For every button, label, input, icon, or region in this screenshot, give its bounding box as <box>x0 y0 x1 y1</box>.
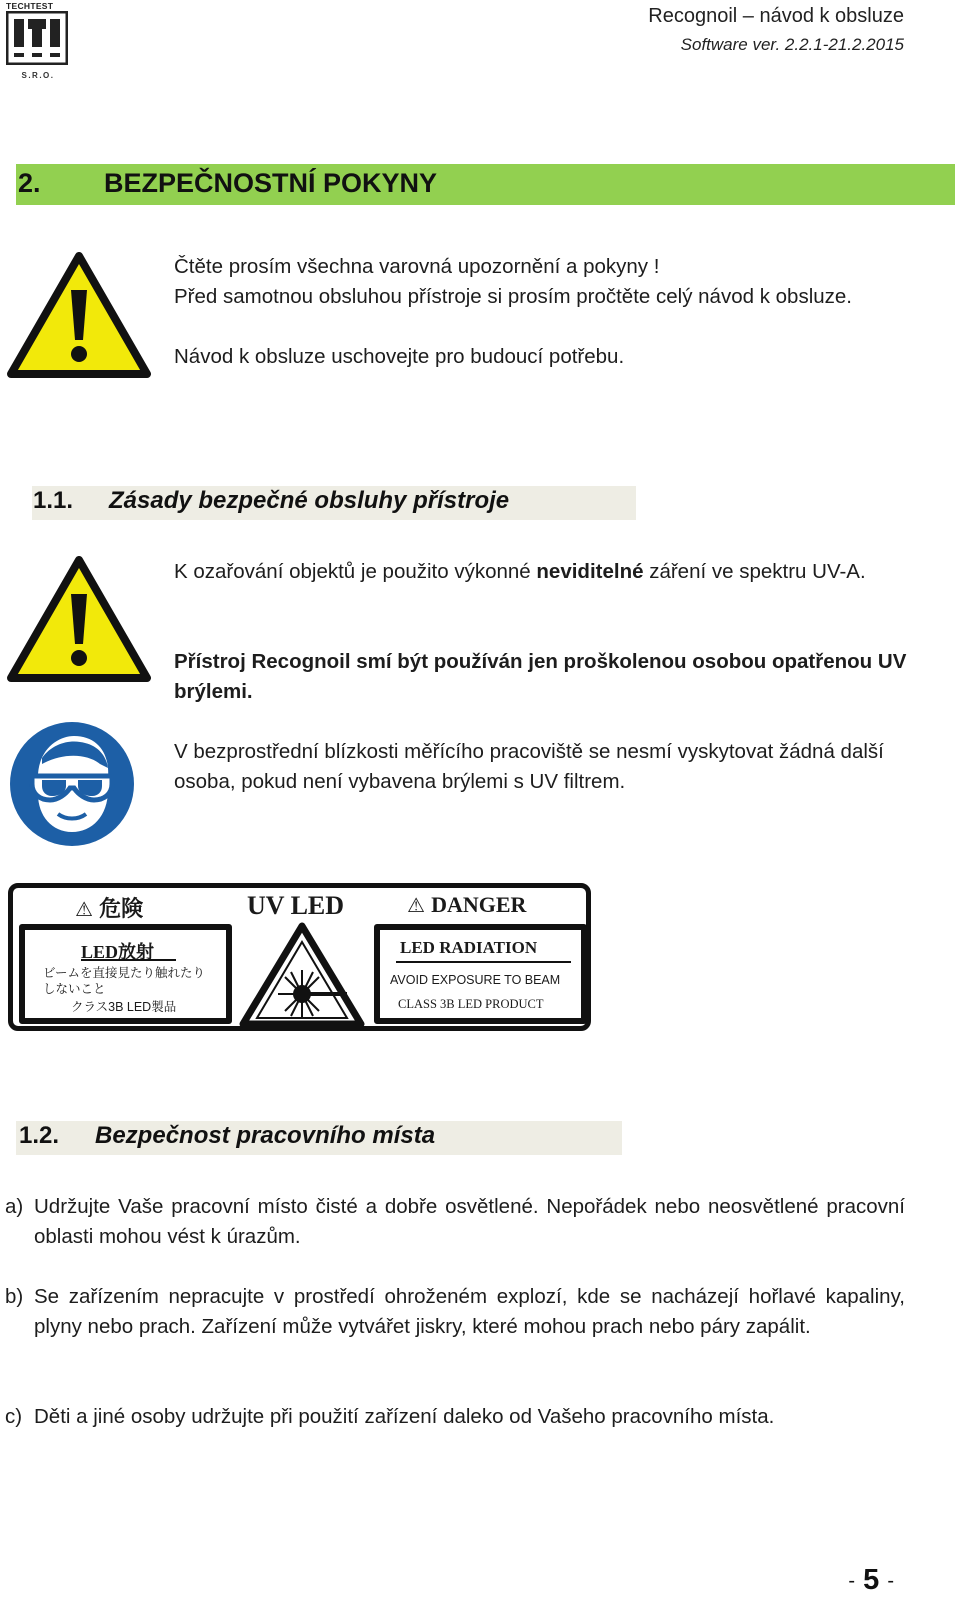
label-center-title: UV LED <box>247 891 345 920</box>
label-divider <box>396 961 571 963</box>
list-marker: c) <box>5 1405 23 1428</box>
section-number: 1.1. <box>33 487 74 514</box>
led-radiation-label <box>8 883 591 1031</box>
warning-triangle-icon <box>7 252 151 380</box>
page-dash-left: - <box>848 1569 856 1592</box>
chapter-title: BEZPEČNOSTNÍ POKYNY <box>104 168 438 198</box>
safety-goggles-icon <box>8 720 136 848</box>
label-en-panel <box>374 924 587 1024</box>
company-logo <box>6 2 70 80</box>
techtest-logo-icon <box>6 11 68 65</box>
label-en-box-title: LED RADIATION <box>400 938 538 957</box>
paragraph-uv-radiation <box>174 557 909 587</box>
warning-triangle-small-icon: ⚠ <box>407 895 425 917</box>
list-item-text: Udržujte Vaše pracovní místo čisté a dobře osvětlené. Nepořádek nebo neosvětlené pracovní oblasti mohou vést k úrazům. <box>34 1195 905 1248</box>
list-marker: b) <box>5 1285 24 1308</box>
uv-text-after: záření ve spektru UV-A. <box>643 560 866 583</box>
page-number <box>848 1564 894 1597</box>
list-item-text: Se zařízením nepracujte v prostředí ohroženém explozí, kde se nacházejí hořlavé kapaliny, plyny nebo prach. Zařízení může vytvářet jiskry, které mohou prach nebo páry zapálit. <box>34 1285 905 1338</box>
label-jp-line-3: クラス3B LED製品 <box>71 1000 177 1014</box>
software-version: Software ver. 2.2.1-21.2.2015 <box>680 35 904 54</box>
paragraph-nearby-persons: V bezprostřední blízkosti měřícího pracoviště se nesmí vyskytovat žádná další osoba, pokud není vybavena brýlemi s UV filtrem. <box>174 740 884 793</box>
page-number-value: 5 <box>863 1564 880 1596</box>
document-title: Recognoil – návod k obsluze <box>648 5 904 27</box>
label-divider <box>81 959 176 961</box>
list-item <box>5 1192 905 1252</box>
list-item <box>5 1402 905 1432</box>
intro-line-3: Návod k obsluze uschovejte pro budoucí potřebu. <box>174 345 625 368</box>
page-dash-right: - <box>887 1569 894 1592</box>
logo-sub: S.R.O. <box>21 71 55 80</box>
label-jp-line-2: しないこと <box>43 982 106 996</box>
label-jp-line-1: ビームを直接見たり触れたり <box>43 966 206 980</box>
label-en-line-1: AVOID EXPOSURE TO BEAM <box>390 973 561 987</box>
label-jp-panel <box>19 924 232 1024</box>
uv-text-bold: neviditelné <box>536 560 644 583</box>
warning-triangle-small-icon: ⚠ <box>75 899 93 921</box>
warning-triangle-icon <box>7 556 151 684</box>
section-title: Bezpečnost pracovního místa <box>95 1122 436 1149</box>
chapter-number: 2. <box>18 168 41 198</box>
logo-brand: TECHTEST <box>6 1 54 11</box>
label-en-title: DANGER <box>431 892 527 917</box>
list-item-text: Děti a jiné osoby udržujte při použití zařízení daleko od Vašeho pracovního místa. <box>34 1405 775 1428</box>
section-number: 1.2. <box>19 1122 60 1149</box>
intro-line-1: Čtěte prosím všechna varovná upozornění a pokyny ! <box>174 255 660 278</box>
label-jp-title: 危険 <box>99 896 144 921</box>
paragraph-trained-operator: Přístroj Recognoil smí být používán jen proškolenou osobou opatřenou UV brýlemi. <box>174 650 907 703</box>
laser-warning-icon <box>239 922 365 1028</box>
intro-line-2: Před samotnou obsluhou přístroje si prosím pročtěte celý návod k obsluze. <box>174 285 852 308</box>
list-marker: a) <box>5 1195 24 1218</box>
label-en-line-2: CLASS 3B LED PRODUCT <box>398 997 544 1011</box>
label-jp-box-title: LED放射 <box>81 942 155 962</box>
section-title: Zásady bezpečné obsluhy přístroje <box>109 487 510 514</box>
list-item <box>5 1282 905 1342</box>
uv-text-before: K ozařování objektů je použito výkonné <box>174 560 537 583</box>
